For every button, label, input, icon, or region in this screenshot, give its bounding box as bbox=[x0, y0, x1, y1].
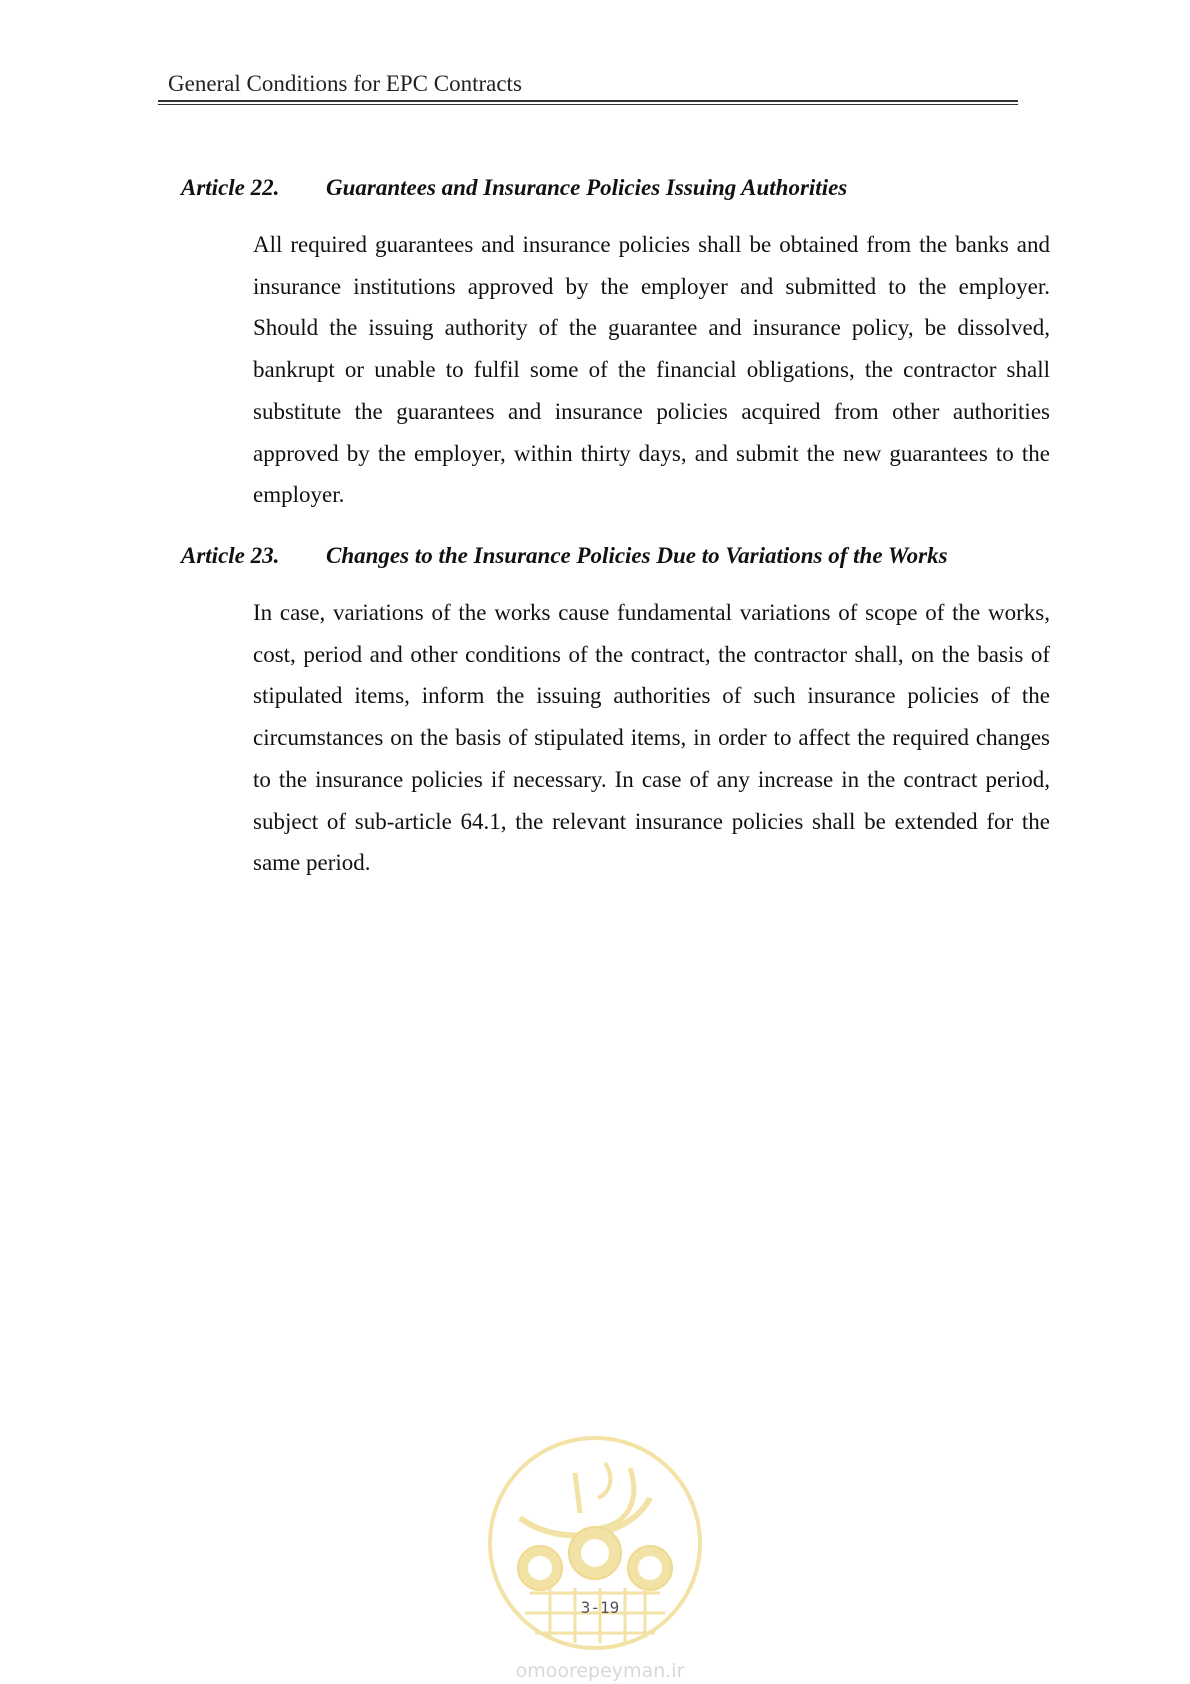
omoorepeyman-logo-watermark bbox=[480, 1428, 710, 1658]
article-number: Article 23. bbox=[181, 543, 280, 568]
article-23 bbox=[181, 542, 1051, 884]
page-number: 3-19 bbox=[580, 1598, 620, 1617]
page-header bbox=[168, 70, 1028, 98]
article-heading bbox=[181, 542, 1051, 570]
article-body: All required guarantees and insurance policies shall be obtained from the banks and insurance institutions approved by the employer and submitted to the employer. Should the issuing authority of the guarantee and insurance policy, be dissolved, bankrupt or unable to fulfil some of the financial obligations, the contractor shall substitute the guarantees and insurance policies acquired from other authorities approved by the employer, within thirty days, and submit the new guarantees to the employer. bbox=[253, 232, 1050, 508]
article-body: In case, variations of the works cause fundamental variations of scope of the works, cost, period and other conditions of the contract, the contractor shall, on the basis of stipulated items, inform the issuing authorities of such insurance policies of the circumstances on the basis of stipulated items, in order to affect the required changes to the insurance policies if necessary. In case of any increase in the contract period, subject of sub-article 64.1, the relevant insurance policies shall be extended for the same period. bbox=[253, 600, 1050, 876]
watermark-url: omoorepeyman.ir bbox=[515, 1660, 685, 1682]
article-22 bbox=[181, 174, 1051, 516]
header-double-rule bbox=[158, 100, 1018, 105]
article-title: Changes to the Insurance Policies Due to Variations of the Works bbox=[326, 543, 948, 568]
article-heading bbox=[181, 174, 1051, 202]
article-number: Article 22. bbox=[181, 175, 280, 200]
document-title: General Conditions for EPC Contracts bbox=[168, 71, 522, 96]
article-title: Guarantees and Insurance Policies Issuing Authorities bbox=[326, 175, 848, 200]
